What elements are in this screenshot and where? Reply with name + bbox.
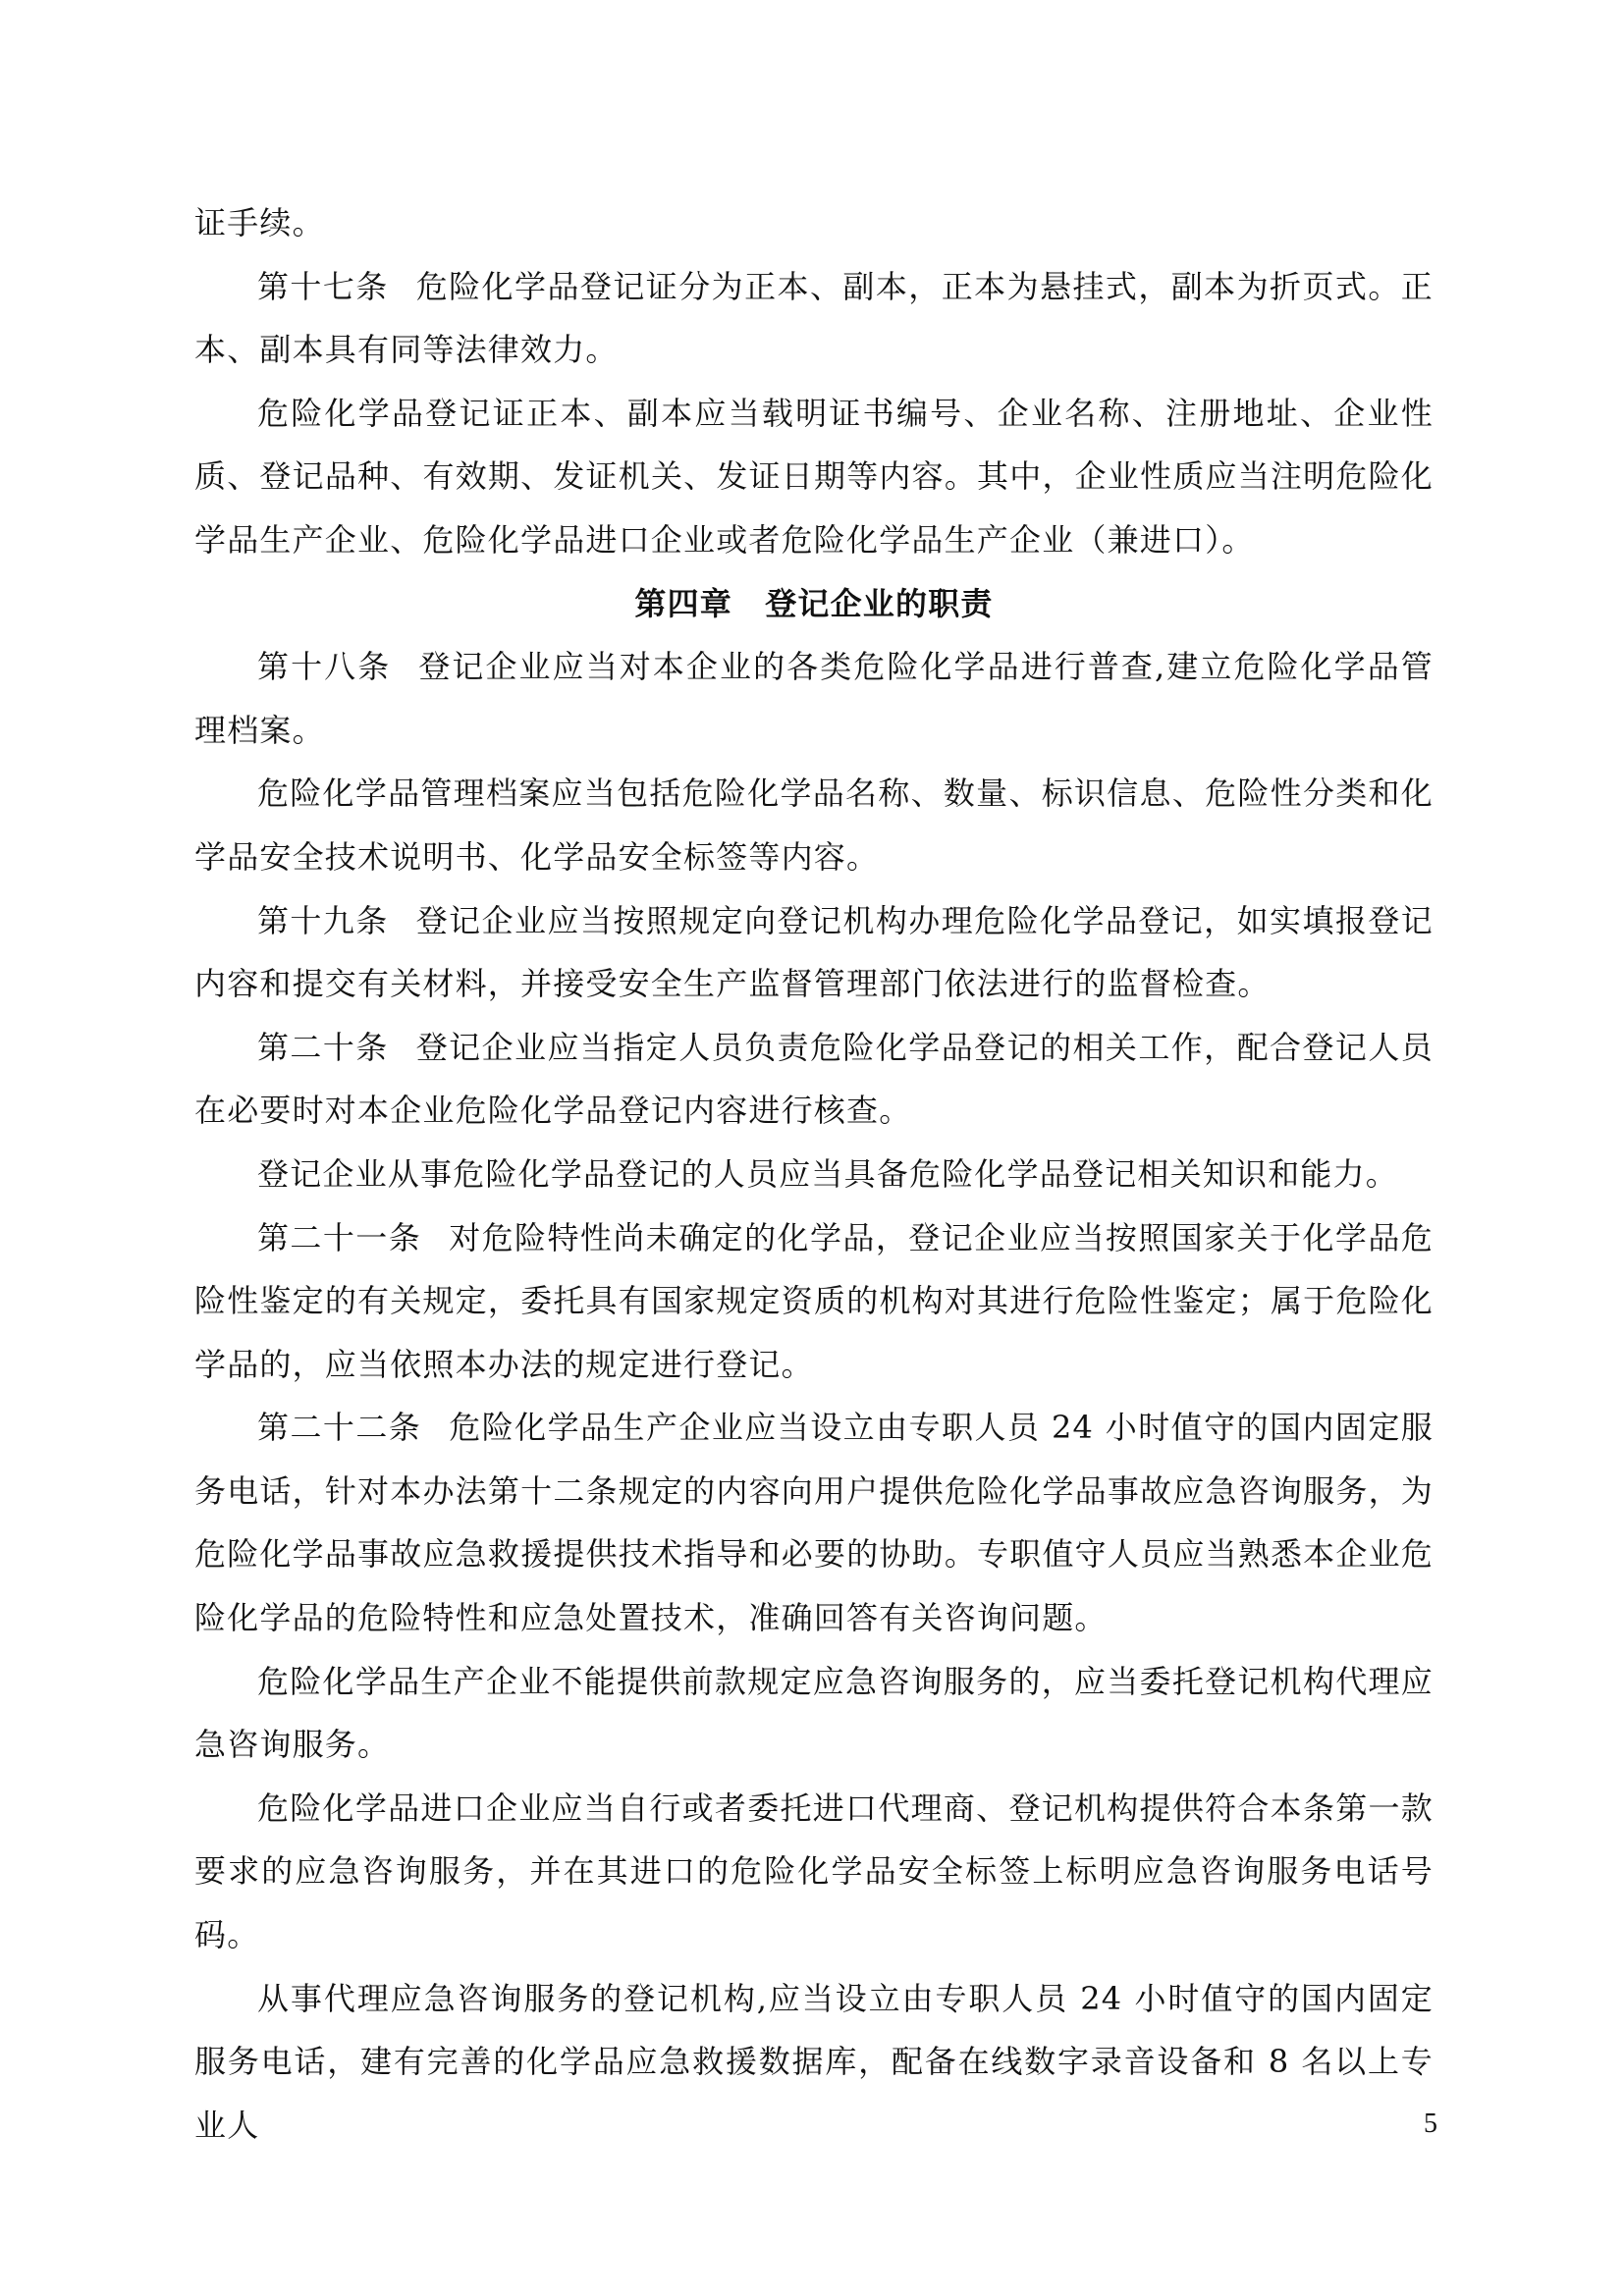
paragraph [194, 1143, 1434, 1206]
paragraph [194, 762, 1434, 888]
paragraph-text: 证手续。 [194, 204, 325, 241]
article-17 [194, 255, 1434, 382]
paragraph [194, 382, 1434, 572]
article-21 [194, 1206, 1434, 1397]
paragraph-text: 危险化学品生产企业不能提供前款规定应急咨询服务的，应当委托登记机构代理应急咨询服务。 [194, 1662, 1434, 1764]
document-page [194, 191, 1434, 2157]
article-number: 第二十一条 [257, 1218, 422, 1256]
article-22 [194, 1396, 1434, 1649]
paragraph [194, 1650, 1434, 1777]
chapter-heading: 第四章 登记企业的职责 [634, 584, 994, 622]
page-number: 5 [1424, 2109, 1437, 2139]
paragraph-text: 对危险特性尚未确定的化学品，登记企业应当按照国家关于化学品危险性鉴定的有关规定，委托具有国家规定资质的机构对其进行危险性鉴定；属于危险化学品的，应当依照本办法的规定进行登记。 [194, 1218, 1434, 1383]
paragraph-text: 危险化学品登记证正本、副本应当载明证书编号、企业名称、注册地址、企业性质、登记品种、有效期、发证机关、发证日期等内容。其中，企业性质应当注明危险化学品生产企业、危险化学品进口企业或者危险化学品生产企业（兼进口）。 [194, 394, 1434, 559]
article-number: 第十八条 [257, 648, 392, 686]
paragraph [194, 1777, 1434, 1967]
paragraph-text: 危险化学品进口企业应当自行或者委托进口代理商、登记机构提供符合本条第一款要求的应急咨询服务，并在其进口的危险化学品安全标签上标明应急咨询服务电话号码。 [194, 1789, 1434, 1954]
article-number: 第二十条 [257, 1028, 389, 1066]
paragraph-text: 危险化学品管理档案应当包括危险化学品名称、数量、标识信息、危险性分类和化学品安全技术说明书、化学品安全标签等内容。 [194, 774, 1434, 876]
paragraph-text: 危险化学品生产企业应当设立由专职人员 24 小时值守的国内固定服务电话，针对本办法第十二条规定的内容向用户提供危险化学品事故应急咨询服务，为危险化学品事故应急救援提供技术指导和必要的协助。专职值守人员应当熟悉本企业危险化学品的危险特性和应急处置技术，准确回答有关咨询问题。 [194, 1409, 1434, 1637]
paragraph-continuation [194, 191, 1434, 255]
article-18 [194, 635, 1434, 762]
paragraph-text: 登记企业应当对本企业的各类危险化学品进行普查,建立危险化学品管理档案。 [194, 648, 1434, 749]
article-20 [194, 1016, 1434, 1143]
paragraph-text: 从事代理应急咨询服务的登记机构,应当设立由专职人员 24 小时值守的国内固定服务电话，建有完善的化学品应急救援数据库，配备在线数字录音设备和 8 名以上专业人 [194, 1979, 1434, 2144]
paragraph [194, 1967, 1434, 2158]
paragraph-text: 危险化学品登记证分为正本、副本，正本为悬挂式，副本为折页式。正本、副本具有同等法律效力。 [194, 267, 1434, 369]
article-19 [194, 889, 1434, 1016]
article-number: 第十九条 [257, 901, 389, 939]
paragraph-text: 登记企业应当指定人员负责危险化学品登记的相关工作，配合登记人员在必要时对本企业危险化学品登记内容进行核查。 [194, 1028, 1434, 1130]
article-number: 第二十二条 [257, 1409, 422, 1447]
article-number: 第十七条 [257, 267, 389, 305]
paragraph-text: 登记企业从事危险化学品登记的人员应当具备危险化学品登记相关知识和能力。 [257, 1154, 1399, 1193]
paragraph-text: 登记企业应当按照规定向登记机构办理危险化学品登记，如实填报登记内容和提交有关材料，并接受安全生产监督管理部门依法进行的监督检查。 [194, 901, 1434, 1003]
